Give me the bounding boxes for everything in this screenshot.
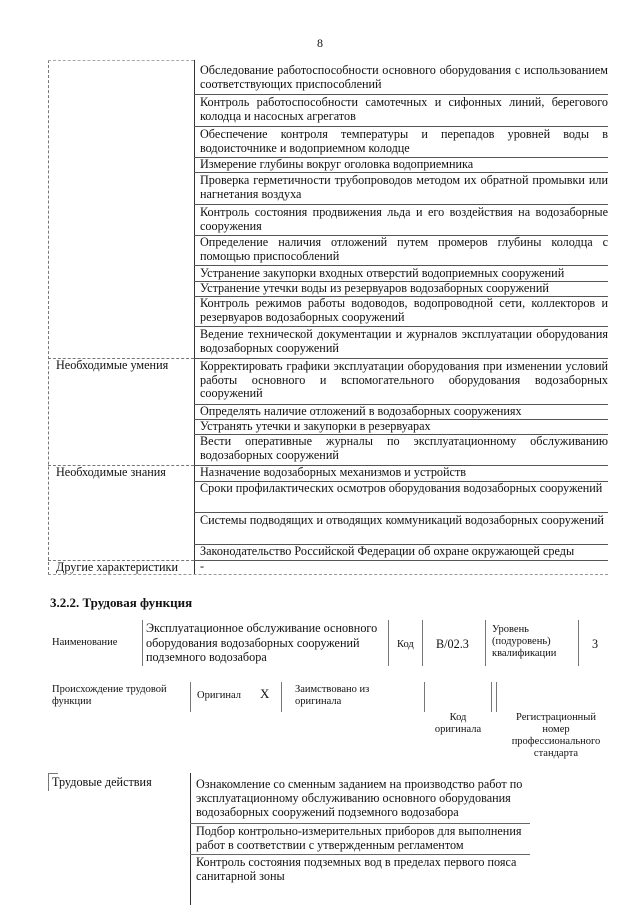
label-skills: Необходимые умения xyxy=(56,358,169,372)
section-title: 3.2.2. Трудовая функция xyxy=(50,595,193,610)
list-item: Подбор контрольно-измерительных приборов для выполнения работ в соответствии с утвержденным регламентом xyxy=(196,824,522,852)
name-value: Эксплуатационное обслуживание основного оборудования водозаборных сооружений подземного водозабора xyxy=(146,621,378,664)
table-cell: Ведение технической документации и журналов эксплуатации оборудования водозаборных сооружений xyxy=(200,327,608,355)
table-cell: Контроль режимов работы водоводов, водопроводной сети, коллекторов и резервуаров водозаборных сооружений xyxy=(200,296,608,324)
list-item: Контроль состояния подземных вод в пределах первого пояса санитарной зоны xyxy=(196,855,517,883)
table-cell: Системы подводящих и отводящих коммуникаций водозаборных сооружений xyxy=(200,513,604,527)
table-cell: Корректировать графики эксплуатации оборудования при изменении условий работы основного и вспомогательного оборудования водозаборных сооружений xyxy=(200,359,608,401)
table-cell: Определение наличия отложений путем промеров глубины колодца с помощью приспособлений xyxy=(200,235,608,263)
labor-actions-label: Трудовые действия xyxy=(52,775,152,789)
table-cell: Устранение утечки воды из резервуаров водозаборных сооружений xyxy=(200,281,549,295)
table-cell: Измерение глубины вокруг оголовка водоприемника xyxy=(200,157,474,171)
level-label: Уровень (подуровень) квалификации xyxy=(492,624,557,659)
table-cell: Обеспечение контроля температуры и перепадов уровней воды в водоисточнике и водоприемном колодце xyxy=(200,127,608,155)
label-other: Другие характеристики xyxy=(56,560,178,574)
table-cell: Назначение водозаборных механизмов и устройств xyxy=(200,465,467,479)
table-cell: Устранение закупорки входных отверстий водоприемных сооружений xyxy=(200,266,565,280)
labor-actions-table xyxy=(48,773,608,905)
borrowed-label: Заимствовано из оригинала xyxy=(295,684,370,707)
table-cell: Вести оперативные журналы по эксплуатационному обслуживанию водозаборных сооружений xyxy=(200,434,608,462)
table-cell: Сроки профилактических осмотров оборудования водозаборных сооружений xyxy=(200,481,603,495)
list-item: Ознакомление со сменным заданием на производство работ по эксплуатационному обслуживанию основного оборудования водозаборных сооружений подземного водозабора xyxy=(196,777,523,819)
code-original-box xyxy=(424,682,492,712)
table-cell: Контроль работоспособности самотечных и сифонных линий, берегового колодца и насосных агрегатов xyxy=(200,95,608,123)
table-cell: Контроль состояния продвижения льда и его воздействия на водозаборные сооружения xyxy=(200,205,608,233)
level-value: 3 xyxy=(592,637,599,651)
code-label: Код xyxy=(397,639,414,650)
page-number: 8 xyxy=(317,36,323,50)
origin-label: Происхождение трудовой функции xyxy=(52,684,167,707)
code-value: В/02.3 xyxy=(436,637,469,651)
skills-table xyxy=(48,60,608,575)
original-label: Оригинал xyxy=(197,690,241,701)
table-cell: - xyxy=(200,559,205,573)
table-cell: Определять наличие отложений в водозаборных сооружениях xyxy=(200,404,522,418)
label-knowledge: Необходимые знания xyxy=(56,465,166,479)
reg-number-box xyxy=(496,682,609,712)
code-original-caption: Код оригинала xyxy=(434,712,482,735)
table-cell: Обследование работоспособности основного оборудования с использованием соответствующих приспособлений xyxy=(200,63,608,91)
table-cell: Законодательство Российской Федерации об охране окружающей среды xyxy=(200,544,575,558)
reg-number-caption: Регистрационный номер профессионального стандарта xyxy=(511,712,601,759)
original-mark: X xyxy=(260,686,270,701)
name-label: Наименование xyxy=(52,637,118,648)
table-cell: Устранять утечки и закупорки в резервуарах xyxy=(200,419,431,433)
table-cell: Проверка герметичности трубопроводов методом их обратной промывки или нагнетания воздуха xyxy=(200,173,608,201)
